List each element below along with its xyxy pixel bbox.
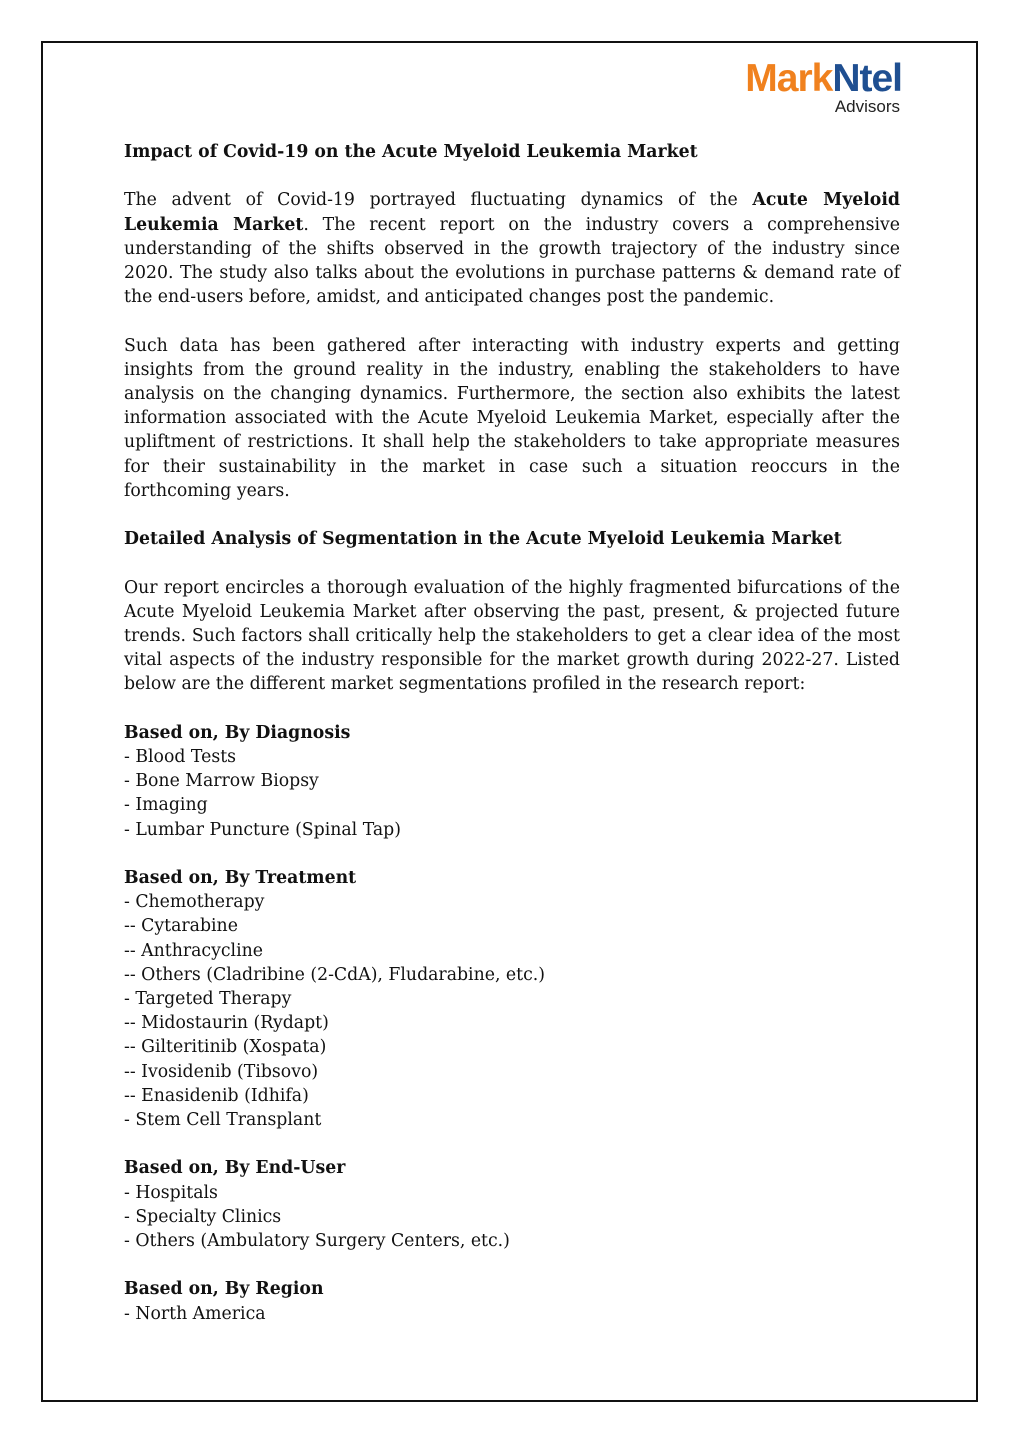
segment-group xyxy=(124,866,900,1156)
segment-list-item: -- Anthracycline xyxy=(124,940,263,961)
document-body xyxy=(124,140,900,1326)
segment-list-item: - Bone Marrow Biopsy xyxy=(124,771,319,792)
paragraph-data-gathering: Such data has been gathered after interacting with industry experts and getting insights from the ground reality in the industry, enabling the stakeholders to have analysis on the changing dynamics. Furthermore, the section also exhibits the latest information associated with the Acute Myeloid Leukemia Market, especially after the upliftment of restrictions. It shall help the stakeholders to take appropriate measures for their sustainability in the market in case such a situation reoccurs in the forthcoming years. xyxy=(124,335,900,501)
logo-wordmark xyxy=(745,59,902,99)
segment-list-item: - Imaging xyxy=(124,795,208,816)
segment-list-item: -- Gilteritinib (Xospata) xyxy=(124,1037,327,1058)
segment-group xyxy=(124,721,900,866)
segmentation-groups xyxy=(124,721,900,1326)
segment-list-item: - Others (Ambulatory Surgery Centers, etc.) xyxy=(124,1231,510,1252)
segment-list-item: -- Ivosidenib (Tibsovo) xyxy=(124,1061,319,1082)
segment-group xyxy=(124,1277,900,1325)
marlntel-logo xyxy=(716,59,902,121)
segment-list-item: - Specialty Clinics xyxy=(124,1206,282,1227)
segment-group xyxy=(124,1156,900,1277)
segment-list-item: - Targeted Therapy xyxy=(124,989,292,1010)
segment-group-title: Based on, By End-User xyxy=(124,1158,346,1179)
section-heading-covid-impact: Impact of Covid-19 on the Acute Myeloid Leukemia Market xyxy=(124,142,698,162)
segment-list-item: - Stem Cell Transplant xyxy=(124,1110,322,1131)
segment-list-item: - Lumbar Puncture (Spinal Tap) xyxy=(124,819,401,840)
logo-subtitle: Advisors xyxy=(834,97,900,116)
segment-list xyxy=(124,890,900,1132)
paragraph-covid-intro-start: The advent of Covid-19 portrayed fluctuating dynamics of the xyxy=(124,190,753,211)
segment-group-title: Based on, By Diagnosis xyxy=(124,722,351,743)
segment-list-item: -- Cytarabine xyxy=(124,916,238,937)
segment-list-item: - Hospitals xyxy=(124,1182,218,1203)
segment-list-item: -- Midostaurin (Rydapt) xyxy=(124,1013,329,1034)
logo-ntel-text: Ntel xyxy=(832,57,902,100)
segment-list xyxy=(124,1302,900,1326)
segment-group-title: Based on, By Region xyxy=(124,1279,324,1300)
segment-list xyxy=(124,1181,900,1254)
segment-group-title: Based on, By Treatment xyxy=(124,868,357,888)
segment-list-item: - Blood Tests xyxy=(124,747,237,767)
paragraph-covid-intro-end: . The recent report on the industry covers a comprehensive understanding of the shifts observed in the growth trajectory of the industry since 2020. The study also talks about the evolutions in purchase patterns & demand rate of the end-users before, amidst, and anticipated changes post the pandemic. xyxy=(124,214,900,308)
section-heading-segmentation: Detailed Analysis of Segmentation in the Acute Myeloid Leukemia Market xyxy=(124,529,842,550)
paragraph-segmentation: Our report encircles a thorough evaluation of the highly fragmented bifurcations of the Acute Myeloid Leukemia Market after observing the past, present, & projected future trends. Such factors shall critically help the stakeholders to get a clear idea of the most vital aspects of the industry responsible for the market growth during 2022-27. Listed below are the different market segmentations profiled in the research report: xyxy=(124,577,900,695)
segment-list-item: -- Enasidenib (Idhifa) xyxy=(124,1085,309,1106)
paragraph-covid-intro xyxy=(124,188,900,309)
segment-list-item: - Chemotherapy xyxy=(124,892,265,913)
logo-mark-text: Mark xyxy=(745,57,833,100)
segment-list xyxy=(124,745,900,842)
segment-list-item: - North America xyxy=(124,1303,266,1324)
segment-list-item: -- Others (Cladribine (2-CdA), Fludarabine, etc.) xyxy=(124,964,546,985)
paragraph-covid-intro-bold: Acute Myeloid Leukemia Market xyxy=(124,190,900,235)
